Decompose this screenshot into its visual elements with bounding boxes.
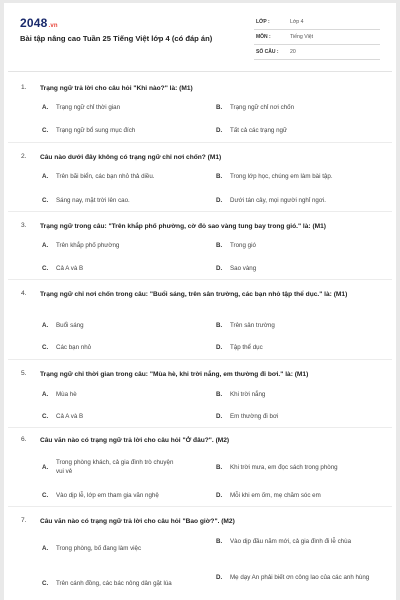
- answer-option[interactable]: A. Mùa hè: [42, 391, 77, 398]
- answer-option[interactable]: B. Trong lớp học, chúng em làm bài tập.: [216, 173, 333, 180]
- question-divider: [8, 359, 392, 360]
- question-divider: [8, 506, 392, 507]
- meta-row-subject: MÔN : Tiếng Việt: [254, 30, 380, 45]
- answer-option[interactable]: D. Em thường đi bơi: [216, 413, 279, 420]
- answer-option[interactable]: D. Mỗi khi em ốm, mẹ chăm sóc em: [216, 492, 321, 499]
- question-text: Trạng ngữ trong câu: "Trên khắp phố phường, cờ đỏ sao vàng tung bay trong gió." là: (M1): [40, 223, 326, 230]
- answer-option[interactable]: C. Cả A và B: [42, 265, 84, 272]
- meta-table: [254, 15, 380, 60]
- answer-option[interactable]: D. Sao vàng: [216, 265, 257, 272]
- answer-option[interactable]: C. Trạng ngữ bổ sung mục đích: [42, 127, 136, 134]
- answer-option[interactable]: A. Trong phòng khách, cả gia đình trò chuyện vui vẻ: [42, 459, 174, 475]
- header-divider: [8, 71, 392, 72]
- question-text: Trạng ngữ trả lời cho câu hỏi "Khi nào?" là: (M1): [40, 85, 193, 92]
- answer-option[interactable]: D. Tất cả các trạng ngữ: [216, 127, 288, 134]
- site-logo[interactable]: 2048.vn: [20, 16, 58, 30]
- meta-row-class: LỚP : Lớp 4: [254, 15, 380, 30]
- answer-option[interactable]: B. Khi trời nắng: [216, 391, 266, 398]
- answer-option[interactable]: D. Dưới tán cây, mọi người nghỉ ngơi.: [216, 197, 327, 204]
- question-text: Câu nào dưới đây không có trạng ngữ chỉ nơi chốn? (M1): [40, 154, 222, 161]
- meta-row-count: SỐ CÂU : 20: [254, 45, 380, 60]
- question-divider: [8, 427, 392, 428]
- answer-option[interactable]: C. Cả A và B: [42, 413, 84, 420]
- document-header: [4, 3, 396, 69]
- answer-option[interactable]: A. Buổi sáng: [42, 322, 84, 329]
- answer-option[interactable]: C. Trên cánh đồng, các bác nông dân gặt lúa: [42, 580, 172, 587]
- question-divider: [8, 211, 392, 212]
- question-divider: [8, 279, 392, 280]
- page-title: Bài tập nâng cao Tuần 25 Tiếng Việt lớp 4 (có đáp án): [20, 34, 213, 43]
- answer-option[interactable]: B. Trên sân trường: [216, 322, 275, 329]
- answer-option[interactable]: B. Trong gió: [216, 242, 256, 249]
- answer-option[interactable]: B. Khi trời mưa, em đọc sách trong phòng: [216, 464, 338, 471]
- answer-option[interactable]: A. Trên bãi biển, các bạn nhỏ thả diều.: [42, 173, 155, 180]
- question-text: Câu văn nào có trạng ngữ trả lời cho câu hỏi "Ở đâu?". (M2): [40, 437, 230, 444]
- answer-option[interactable]: A. Trạng ngữ chỉ thời gian: [42, 104, 121, 111]
- answer-option[interactable]: D. Mẹ dạy An phải biết ơn công lao của các anh hùng: [216, 574, 370, 581]
- answer-option[interactable]: B. Vào dịp đầu năm mới, cả gia đình đi lễ chùa: [216, 538, 352, 545]
- question-divider: [8, 142, 392, 143]
- answer-option[interactable]: A. Trên khắp phố phường: [42, 242, 120, 249]
- answer-option[interactable]: B. Trạng ngữ chỉ nơi chốn: [216, 104, 295, 111]
- question-text: Trạng ngữ chỉ thời gian trong câu: "Mùa hè, khi trời nắng, em thường đi bơi." là: (M1): [40, 371, 309, 378]
- answer-option[interactable]: C. Sáng nay, mặt trời lên cao.: [42, 197, 130, 204]
- answer-option[interactable]: C. Các bạn nhỏ: [42, 344, 92, 351]
- document-page: 2048.vn Bài tập nâng cao Tuần 25 Tiếng Việt lớp 4 (có đáp án) LỚP : Lớp 4 MÔN : Tiếng Việt SỐ CÂU : 20 1. Trạng ngữ trả lời cho câu hỏi "Khi nào?" là: (M1) A. Trạng ngữ chỉ thời gian B. Trạng ngữ chỉ nơi chốn C. Trạng ngữ bổ sung mục đích D. Tất cả các trạng ngữ 2. Câu nào dưới đây không có trạng ngữ chỉ nơi chốn? (M1) A. Trên bãi biển, các bạn nhỏ thả diều. B. Trong lớp học, chúng em làm bài tập. C. Sáng nay, mặt trời lên cao. D. Dưới tán cây, mọi người nghỉ ngơi. 3. Trạng ngữ trong câu: "Trên khắp phố phường, cờ đỏ sao vàng tung bay trong gió." là: (M1) A. Trên khắp phố phường B. Trong gió C. Cả A và B D. Sao vàng 4. Trạng ngữ chỉ nơi chốn trong câu: "Buổi sáng, trên sân trường, các bạn nhỏ tập thể dục." là: (M1) A. Buổi sáng B. Trên sân trường C. Các bạn nhỏ D. Tập thể dục 5. Trạng ngữ chỉ thời gian trong câu: "Mùa hè, khi trời nắng, em thường đi bơi." là: (M1) A. Mùa hè B. Khi trời nắng C. Cả A và B D. Em thường đi bơi 6. Câu văn nào có trạng ngữ trả lời cho câu hỏi "Ở đâu?". (M2) A. Trong phòng khách, cả gia đình trò chuyện vui vẻ B. Khi trời mưa, em đọc sách trong phòng C. Vào dịp lễ, lớp em tham gia văn nghệ D. Mỗi khi em ốm, mẹ chăm sóc em 7. Câu văn nào có trạng ngữ trả lời cho câu hỏi "Bao giờ?". (M2) A. Trong phòng, bố đang làm việc B. Vào dịp đầu năm mới, cả gia đình đi lễ chùa C. Trên cánh đồng, các bác nông dân gặt lúa D. Mẹ dạy An phải biết ơn công lao của các anh hùng: [4, 3, 396, 600]
- answer-option[interactable]: D. Tập thể dục: [216, 344, 263, 351]
- answer-option[interactable]: C. Vào dịp lễ, lớp em tham gia văn nghệ: [42, 492, 159, 499]
- question-text: Trạng ngữ chỉ nơi chốn trong câu: "Buổi sáng, trên sân trường, các bạn nhỏ tập thể dục." là: (M1): [40, 291, 348, 298]
- question-text: Câu văn nào có trạng ngữ trả lời cho câu hỏi "Bao giờ?". (M2): [40, 518, 235, 525]
- answer-option[interactable]: A. Trong phòng, bố đang làm việc: [42, 545, 142, 552]
